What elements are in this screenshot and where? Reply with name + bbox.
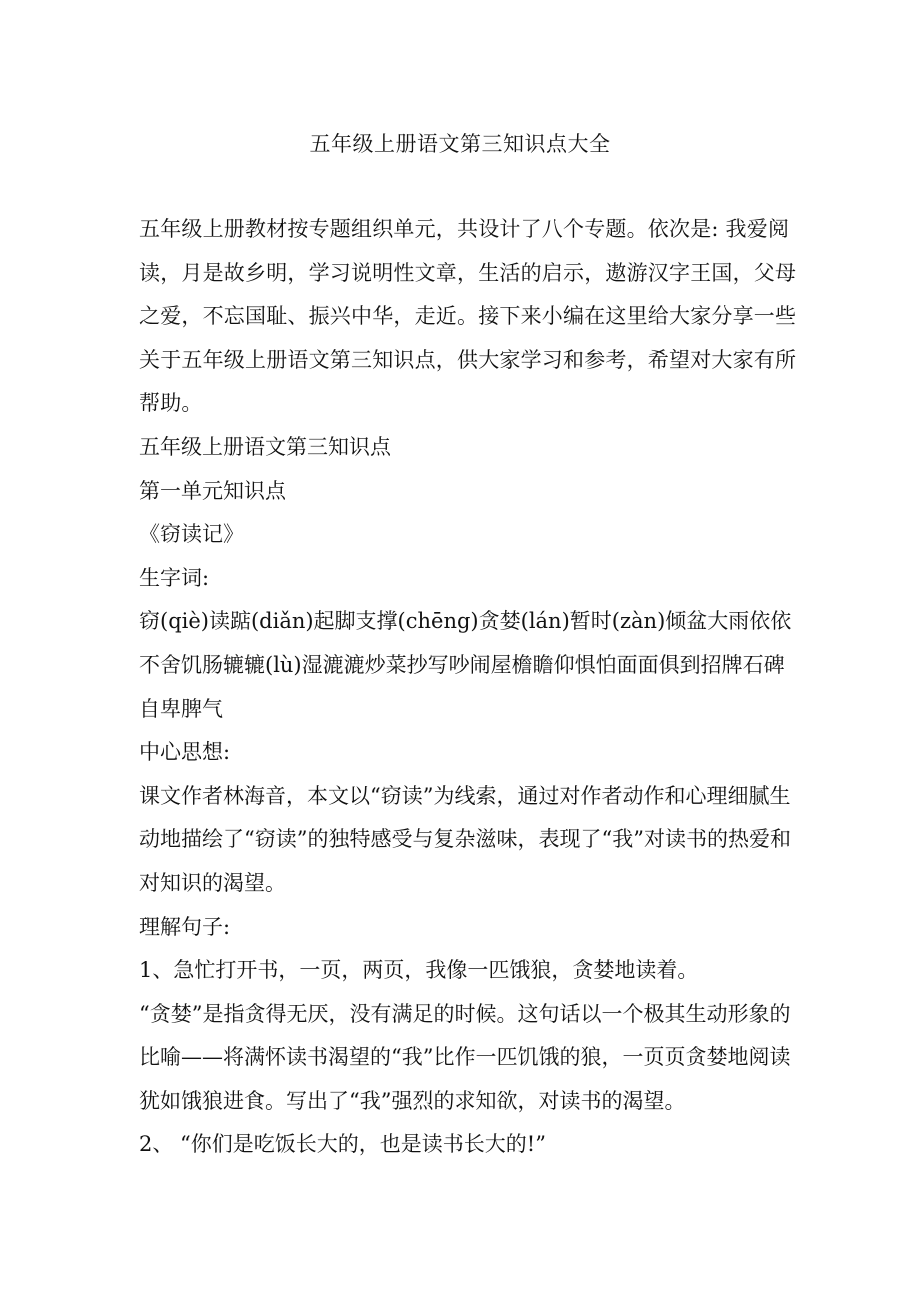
section-heading: 五年级上册语文第三知识点 — [139, 434, 391, 459]
document-body — [139, 208, 799, 1167]
unit-heading: 第一单元知识点 — [139, 478, 286, 503]
sentence-1-note: “贪婪”是指贪得无厌，没有满足的时候。这句话以一个极其生动形象的比喻——将满怀读书渴望的“我”比作一匹饥饿的狼，一页页贪婪地阅读犹如饿狼进食。写出了“我”强烈的求知欲，对读书的渴望。 — [139, 1001, 791, 1113]
vocab-text: 窃(qiè)读踮(diǎn)起脚支撑(chēng)贪婪(lán)暂时(zàn)倾盆大雨依依不舍饥肠辘辘(lù)湿漉漉炒菜抄写吵闹屋檐瞻仰惧怕面面俱到招牌石碑自卑脾气 — [139, 609, 792, 721]
sentence-2: 2、 “你们是吃饭长大的，也是读书长大的!” — [139, 1132, 546, 1157]
sentence-1: 1、急忙打开书，一页，两页，我像一匹饿狼，贪婪地读着。 — [139, 958, 699, 983]
vocab-label: 生字词: — [139, 565, 210, 590]
intro-paragraph: 五年级上册教材按专题组织单元，共设计了八个专题。依次是: 我爱阅读，月是故乡明，学习说明性文章，生活的启示，遨游汉字王国，父母之爱，不忘国耻、振兴中华，走近。接下来小编在这里给大家分享一些关于五年级上册语文第三知识点，供大家学习和参考，希望对大家有所帮助。 — [139, 217, 797, 416]
lesson-title: 《窃读记》 — [139, 522, 244, 547]
theme-text: 课文作者林海音，本文以“窃读”为线索，通过对作者动作和心理细腻生动地描绘了“窃读”的独特感受与复杂滋味，表现了“我”对读书的热爱和对知识的渴望。 — [139, 783, 791, 895]
document-title: 五年级上册语文第三知识点大全 — [309, 132, 611, 156]
theme-label: 中心思想: — [139, 740, 231, 765]
sentence-label: 理解句子: — [139, 914, 231, 939]
